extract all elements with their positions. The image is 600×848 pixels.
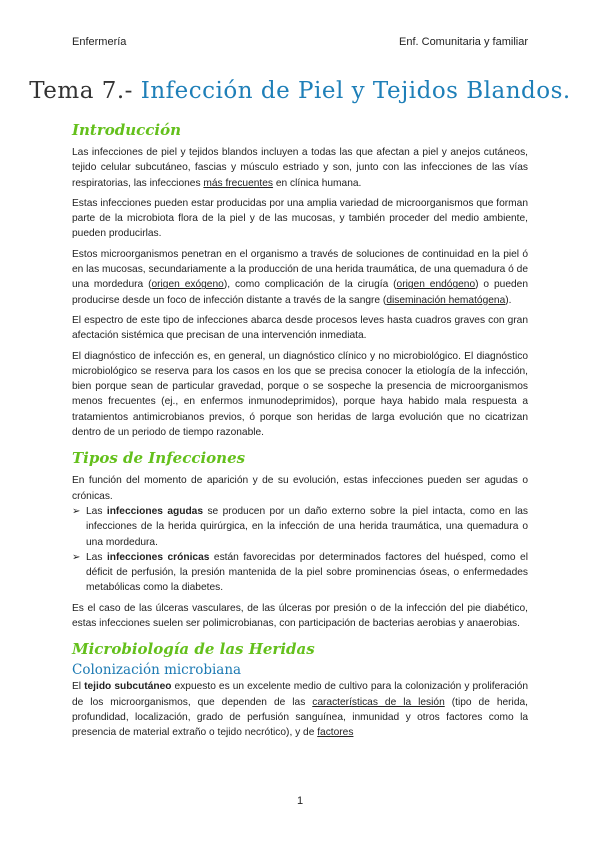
section-heading-tipos: Tipos de Infecciones	[72, 449, 246, 468]
page-title	[0, 78, 600, 104]
section-heading-microbiologia: Microbiología de las Heridas	[72, 640, 315, 659]
list-item: ➢ Las infecciones crónicas están favorecidas por determinados factores del huésped, como el déficit de perfusión, la presión mantenida de la piel sobre prominencias óseas, o enfermedades metabólicas como la diabetes.	[72, 551, 528, 594]
arrow-bullet-icon: ➢	[72, 551, 81, 563]
tipos-list	[72, 504, 528, 596]
page-number: 1	[296, 795, 304, 807]
arrow-bullet-icon: ➢	[72, 505, 81, 517]
list-item: ➢ Las infecciones agudas se producen por un daño externo sobre la piel intacta, como en las infecciones de la herida quirúrgica, en la infección de una herida traumática, una quemadura o una mordedura.	[72, 505, 528, 548]
intro-paragraph-1: Las infecciones de piel y tejidos blandos incluyen a todas las que afectan a piel y anejos cutáneos, tejido celular subcutáneo, fascias y músculo estriado y son, junto con las infecciones de las vías respiratorias, las infecciones más frecuentes en clínica humana.	[72, 147, 528, 189]
micro-paragraph-1: El tejido subcutáneo expuesto es un excelente medio de cultivo para la colonización y proliferación de los microorganismos, que dependen de las características de la lesión (tipo de herida, profundidad, localización, grado de perfusión sanguínea, inmunidad y otros factores como la presencia de material extraño o tejido necrótico), y de factores	[72, 681, 528, 739]
subheading-colonizacion: Colonización microbiana	[72, 662, 242, 679]
tipos-paragraph-2: Es el caso de las úlceras vasculares, de las úlceras por presión o de la infección del pie diabético, estas infecciones suelen ser polimicrobianas, con participación de bacterias aerobias y anaerobias.	[72, 602, 528, 630]
title-prefix: Tema 7.-	[29, 78, 133, 104]
tipos-paragraph-1: En función del momento de aparición y de su evolución, estas infecciones pueden ser agudas o crónicas.	[72, 475, 528, 502]
title-main: Infección de Piel y Tejidos Blandos.	[132, 78, 571, 104]
intro-paragraph-4: El espectro de este tipo de infecciones abarca desde procesos leves hasta cuadros graves con gran afectación sistémica que precisan de una intervención inmediata.	[72, 314, 528, 342]
header-right: Enf. Comunitaria y familiar	[399, 36, 528, 48]
intro-paragraph-3: Estos microorganismos penetran en el organismo a través de soluciones de continuidad en la piel ó en las mucosas, secundariamente a la producción de una herida traumática, de una quemadura ó de una mordedura (origen exógeno), como complicación de la cirugía (origen endógeno) o pueden producirse desde un foco de infección distante a través de la sangre (diseminación hematógena).	[72, 248, 528, 306]
page-header	[72, 36, 528, 48]
intro-paragraph-5: El diagnóstico de infección es, en general, un diagnóstico clínico y no microbiológico. El diagnóstico microbiológico se reserva para los casos en los que se precisa conocer la etiología de la infección, bien porque sean de particular gravedad, porque o se sospeche la presencia de microorganismos menos frecuentes (ej., en enfermos inmunodeprimidos), porque haya habido mala respuesta a tratamientos antimicrobianos previos, ó porque son heridas de larga evolución que no cicatrizan dentro de un periodo de tiempo razonable.	[72, 350, 528, 439]
document-body	[72, 120, 528, 746]
header-left: Enfermería	[72, 36, 127, 48]
section-heading-introduccion: Introducción	[72, 121, 182, 139]
intro-paragraph-2: Estas infecciones pueden estar producidas por una amplia variedad de microorganismos que forman parte de la microbiota flora de la piel y de las mucosas, y también proceder del medio ambiente, pueden producirlas.	[72, 197, 528, 240]
